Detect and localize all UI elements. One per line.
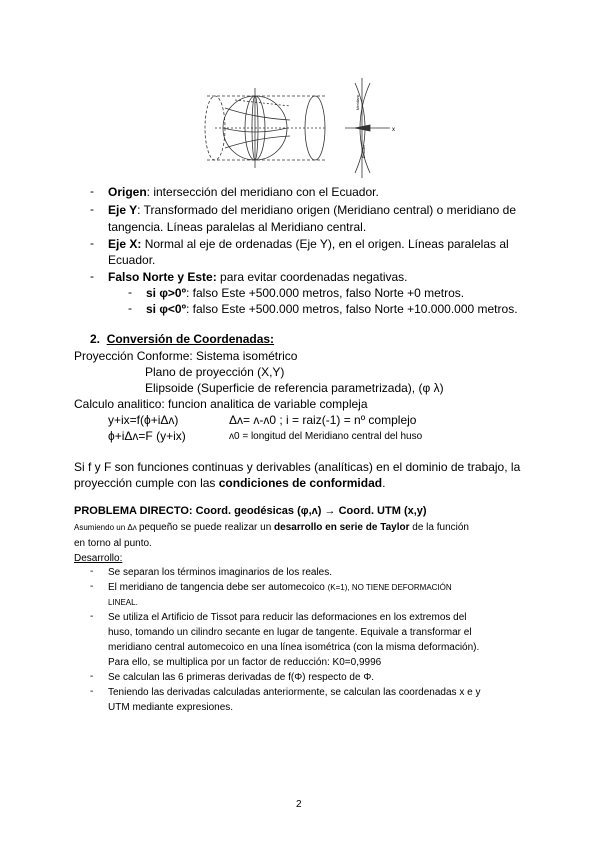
formula-1: y+ix=f(ϕ+iΔʌ)	[108, 413, 179, 427]
step-3-line-2: huso, tomando un cilindro secante en lugar de tangente. Equivale a transformar el	[108, 627, 472, 638]
section-line-1: Proyección Conforme: Sistema isométrico	[74, 349, 298, 363]
section-line-2: Plano de proyección (X,Y)	[145, 365, 285, 379]
bullet-dash: -	[90, 686, 94, 697]
formula-4: ʌ0 = longitud del Meridiano central del huso	[229, 431, 423, 442]
definition-eje-x-cont: Ecuador.	[108, 253, 156, 267]
false-coord-north: si φ>0º: falso Este +500.000 metros, falso Norte +0 metros.	[146, 286, 465, 300]
problem-title: PROBLEMA DIRECTO: Coord. geodésicas (φ,ʌ) → Coord. UTM (x,y)	[74, 505, 427, 517]
bullet-dash: -	[90, 269, 94, 283]
bullet-dash: -	[128, 285, 132, 299]
definition-eje-y-cont: tangencia. Líneas paralelas al Meridiano central.	[108, 220, 367, 234]
bullet-dash: -	[90, 566, 94, 577]
conformity-paragraph-line-2: proyección cumple con las condiciones de conformidad.	[74, 476, 386, 490]
formula-3: ϕ+iΔʌ=F (y+ix)	[108, 429, 186, 443]
bullet-dash: -	[90, 671, 94, 682]
problem-line-1: Asumiendo un Δʌ pequeño se puede realizar un desarrollo en serie de Taylor de la función	[74, 522, 469, 533]
step-5-line-1: Teniendo las derivadas calculadas anteriormente, se calculan las coordenadas x e y	[108, 687, 481, 698]
page-number: 2	[296, 799, 302, 810]
section-heading: 2. Conversión de Coordenadas:	[90, 332, 275, 346]
definition-eje-y: Eje Y: Transformado del meridiano origen (Meridiano central) o meridiano de	[108, 203, 516, 217]
step-3-line-1: Se utiliza el Artificio de Tissot para reducir las deformaciones en los extremos del	[108, 612, 467, 623]
figure-globe-label-ecuador: Ecuador	[362, 144, 366, 158]
bullet-dash: -	[90, 236, 94, 250]
problem-line-2: en torno al punto.	[74, 538, 152, 549]
bullet-dash: -	[128, 301, 132, 315]
bullet-dash: -	[90, 611, 94, 622]
desarrollo-label: Desarrollo:	[74, 553, 123, 564]
step-2-cont: LINEAL.	[108, 598, 138, 607]
step-3-line-3: meridiano central automecoico en una línea isométrica (con la misma deformación).	[108, 642, 480, 653]
section-line-3: Elipsoide (Superficie de referencia parametrizada), (φ λ)	[145, 381, 444, 395]
definition-eje-x: Eje X: Normal al eje de ordenadas (Eje Y), en el origen. Líneas paralelas al	[108, 237, 509, 251]
figure-globe-label-meridiano: Meridiano	[356, 94, 360, 110]
step-3-line-4: Para ello, se multiplica por un factor de reducción: K0=0,9996	[108, 657, 382, 668]
step-4: Se calculan las 6 primeras derivadas de f(Φ) respecto de Φ.	[108, 672, 375, 683]
step-1: Se separan los términos imaginarios de los reales.	[108, 567, 332, 578]
false-coord-south: si φ<0º: falso Este +500.000 metros, falso Norte +10.000.000 metros.	[146, 302, 518, 316]
conformity-paragraph-line-1: Si f y F son funciones continuas y derivables (analíticas) en el dominio de trabajo, la	[74, 460, 521, 474]
bullet-dash: -	[90, 581, 94, 592]
bullet-dash: -	[90, 184, 94, 198]
section-line-4: Calculo analitico: funcion analitica de variable compleja	[74, 397, 368, 411]
bullet-dash: -	[90, 202, 94, 216]
formula-2: Δʌ= ʌ-ʌ0 ; i = raiz(-1) = nº complejo	[229, 413, 417, 427]
step-2: El meridiano de tangencia debe ser automecoico (K=1), NO TIENE DEFORMACIÓN	[108, 582, 452, 593]
step-5-line-2: UTM mediante expresiones.	[108, 702, 234, 713]
definition-origen: Origen: intersección del meridiano con el Ecuador.	[108, 185, 379, 199]
figure-axis-label: x	[392, 127, 395, 133]
definition-falso: Falso Norte y Este: para evitar coordenadas negativas.	[108, 270, 408, 284]
utm-cylinder-figure	[195, 78, 415, 178]
